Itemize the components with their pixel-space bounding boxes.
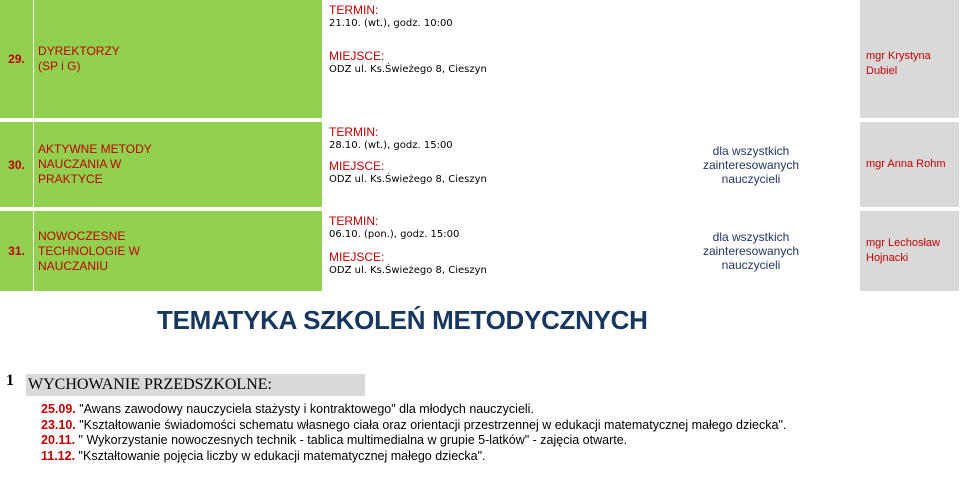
- item-date: 11.12.: [41, 448, 76, 463]
- leader-name-line: mgr Anna Rohm: [866, 158, 946, 170]
- target-audience: [643, 211, 860, 291]
- list-item: [41, 433, 941, 449]
- section-label: WYCHOWANIE PRZEDSZKOLNE:: [26, 374, 365, 396]
- miejsce-label: MIEJSCE:: [329, 49, 385, 63]
- training-title: [34, 0, 323, 118]
- item-text: " Wykorzystanie nowoczesnych technik - tablica multimedialna w grupie 5-latków" - zajęcia otwarte.: [75, 433, 628, 447]
- leader-cell: [860, 122, 960, 207]
- row-number: 30.: [0, 122, 34, 207]
- item-date: 25.09.: [41, 402, 76, 416]
- termin-label: TERMIN:: [329, 214, 379, 228]
- leader-name-line: mgr Lechosław: [866, 237, 940, 249]
- training-title-line: NOWOCZESNE: [38, 228, 126, 243]
- list-item: [41, 418, 941, 434]
- target-audience: [643, 122, 860, 207]
- training-title: [34, 122, 323, 207]
- section-header: [0, 364, 365, 396]
- training-title-line: AKTYWNE METODY: [38, 142, 152, 156]
- schedule-cell: [323, 211, 643, 291]
- leader-cell: [860, 0, 960, 118]
- row-number: 31.: [0, 211, 34, 291]
- leader-name-line: Hojnacki: [866, 252, 909, 264]
- training-topics-list: [41, 402, 941, 464]
- list-item: [41, 402, 941, 418]
- target-line: zainteresowanych: [702, 157, 800, 172]
- item-text: "Awans zawodowy nauczyciela stażysty i kontraktowego" dla młodych nauczycieli.: [75, 402, 534, 416]
- target-line: nauczycieli: [721, 171, 781, 186]
- training-title: [34, 211, 323, 291]
- miejsce-label: MIEJSCE:: [329, 250, 385, 264]
- miejsce-value: ODZ ul. Ks.Świeżego 8, Cieszyn: [329, 265, 487, 276]
- target-line: zainteresowanych: [702, 244, 800, 258]
- leader-cell: [860, 211, 960, 291]
- target-audience: [643, 0, 860, 118]
- training-title-line: TECHNOLOGIE W: [38, 243, 141, 258]
- termin-value: 06.10. (pon.), godz. 15:00: [329, 229, 460, 240]
- miejsce-value: ODZ ul. Ks.Świeżego 8, Cieszyn: [329, 174, 487, 185]
- training-title-line: DYREKTORZY: [38, 44, 120, 58]
- schedule-cell: [323, 0, 643, 118]
- leader-name-line: Dubiel: [866, 65, 898, 77]
- leader-name-line: mgr Krystyna: [866, 50, 931, 62]
- miejsce-label: MIEJSCE:: [329, 159, 385, 173]
- training-title-line: NAUCZANIA W: [38, 157, 122, 171]
- table-row: [0, 211, 960, 291]
- row-number: 29.: [0, 0, 34, 118]
- termin-label: TERMIN:: [329, 3, 379, 17]
- schedule-cell: [323, 122, 643, 207]
- miejsce-value: ODZ ul. Ks.Świeżego 8, Cieszyn: [329, 64, 487, 75]
- list-item: [41, 449, 941, 465]
- item-date: 23.10.: [41, 417, 76, 432]
- item-date: 20.11.: [41, 433, 76, 447]
- table-row: [0, 0, 960, 118]
- target-line: dla wszystkich: [712, 143, 790, 158]
- section-number: 1: [6, 372, 14, 389]
- target-line: dla wszystkich: [712, 230, 790, 244]
- section-heading: TEMATYKA SZKOLEŃ METODYCZNYCH: [157, 305, 648, 335]
- termin-label: TERMIN:: [329, 125, 379, 139]
- target-line: nauczycieli: [721, 258, 781, 272]
- training-title-line: PRAKTYCE: [38, 172, 103, 186]
- termin-value: 21.10. (wt.), godz. 10:00: [329, 18, 453, 29]
- termin-value: 28.10. (wt.), godz. 15:00: [329, 140, 453, 151]
- item-text: "Kształtowanie pojęcia liczby w edukacji matematycznej małego dziecka".: [75, 448, 486, 463]
- table-row: [0, 122, 960, 207]
- training-title-line: NAUCZANIU: [38, 258, 109, 273]
- training-title-line: (SP i G): [38, 59, 81, 73]
- item-text: "Kształtowanie świadomości schematu własnego ciała oraz orientacji przestrzennej w edukacji matematycznej małego dziecka".: [75, 417, 787, 432]
